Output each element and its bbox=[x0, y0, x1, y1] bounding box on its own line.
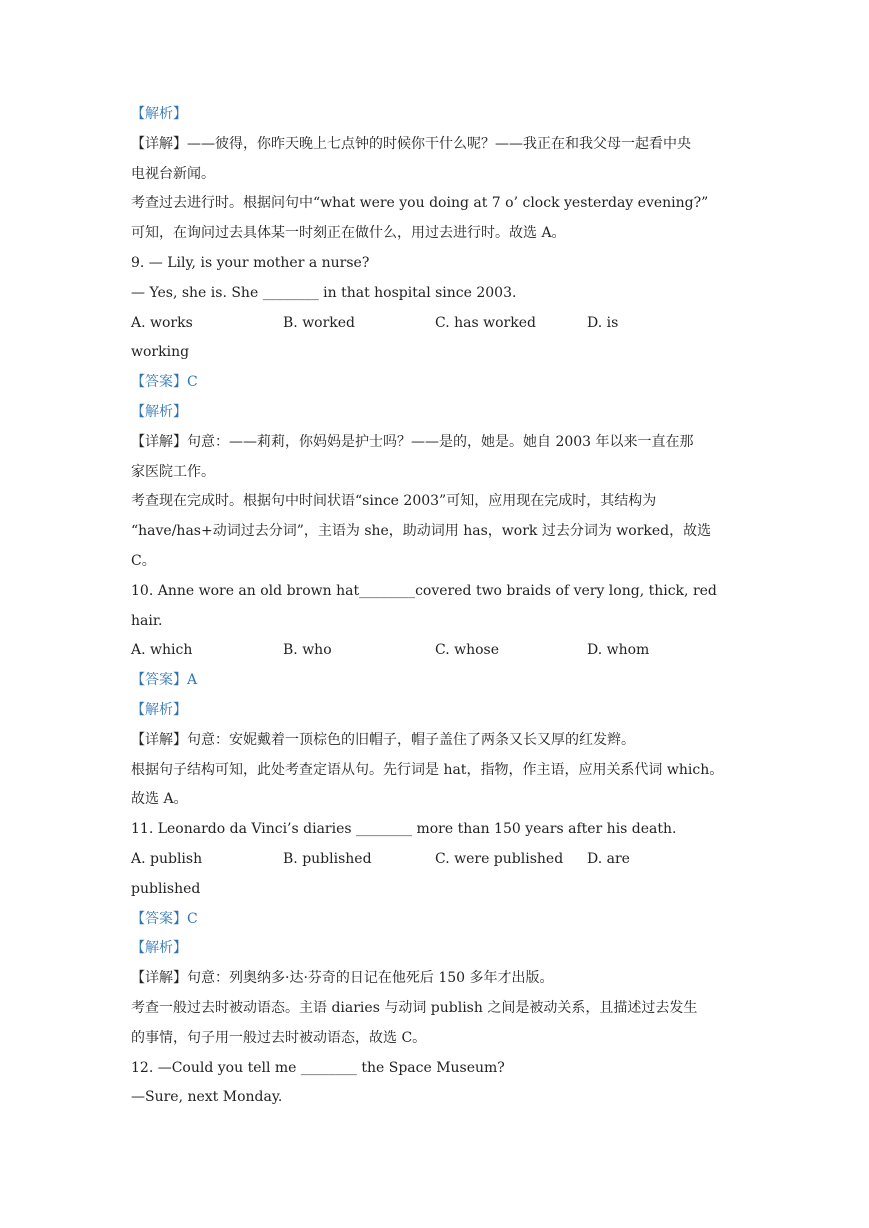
explanation-line: 【详解】——彼得，你昨天晚上七点钟的时候你干什么呢？——我正在和我父母一起看中央 bbox=[131, 135, 691, 152]
explanation-line: 考查过去进行时。根据问句中“what were you doing at 7 o’ clock yesterday evening?” bbox=[131, 195, 709, 212]
answer-heading: 【答案】C bbox=[131, 374, 198, 391]
document-page bbox=[131, 100, 739, 1113]
question-11: 11. Leonardo da Vinci’s diaries ________ more than 150 years after his death. bbox=[131, 821, 677, 838]
option-a: A. which bbox=[131, 642, 193, 659]
answer-heading: 【答案】C bbox=[131, 910, 198, 927]
question-10: 10. Anne wore an old brown hat________covered two braids of very long, thick, red bbox=[131, 582, 717, 599]
question-10-options bbox=[131, 636, 739, 666]
question-12: 12. —Could you tell me ________ the Space Museum? bbox=[131, 1059, 505, 1076]
question-11-options bbox=[131, 845, 739, 875]
explanation-line: “have/has+动词过去分词”，主语为 she，助动词用 has，work 过去分词为 worked，故选 bbox=[131, 523, 712, 540]
question-10-wrap: hair. bbox=[131, 612, 163, 629]
option-d: D. is bbox=[587, 314, 619, 331]
option-b: B. who bbox=[283, 642, 332, 659]
option-d: D. are bbox=[587, 850, 630, 867]
option-b: B. published bbox=[283, 850, 372, 867]
explanation-line: 【详解】句意：列奥纳多·达·芬奇的日记在他死后 150 多年才出版。 bbox=[131, 970, 554, 987]
explanation-line: C。 bbox=[131, 552, 156, 569]
explanation-line: 的事情，句子用一般过去时被动语态，故选 C。 bbox=[131, 1029, 427, 1046]
option-d-wrap: published bbox=[131, 880, 201, 897]
question-12-response: —Sure, next Monday. bbox=[131, 1089, 283, 1106]
explanation-line: 【详解】句意：安妮戴着一顶棕色的旧帽子，帽子盖住了两条又长又厚的红发辫。 bbox=[131, 731, 635, 748]
explanation-line: 家医院工作。 bbox=[131, 463, 215, 480]
explanation-line: 考查现在完成时。根据句中时间状语“since 2003”可知，应用现在完成时，其结构为 bbox=[131, 493, 657, 510]
option-d: D. whom bbox=[587, 642, 650, 659]
analysis-heading: 【解析】 bbox=[131, 701, 187, 718]
option-c: C. whose bbox=[435, 642, 500, 659]
analysis-heading: 【解析】 bbox=[131, 106, 187, 122]
option-c: C. were published bbox=[435, 850, 564, 867]
question-9-response: — Yes, she is. She ________ in that hospital since 2003. bbox=[131, 284, 517, 301]
question-9-options bbox=[131, 309, 739, 339]
explanation-line: 可知，在询问过去具体某一时刻正在做什么，用过去进行时。故选 A。 bbox=[131, 225, 566, 242]
explanation-line: 根据句子结构可知，此处考查定语从句。先行词是 hat，指物，作主语，应用关系代词 which。 bbox=[131, 761, 724, 778]
answer-heading: 【答案】A bbox=[131, 672, 198, 689]
analysis-heading: 【解析】 bbox=[131, 940, 187, 957]
explanation-line: 考查一般过去时被动语态。主语 diaries 与动词 publish 之间是被动关系，且描述过去发生 bbox=[131, 999, 698, 1016]
option-a: A. publish bbox=[131, 850, 203, 867]
analysis-heading: 【解析】 bbox=[131, 403, 187, 420]
option-b: B. worked bbox=[283, 314, 356, 331]
explanation-line: 电视台新闻。 bbox=[131, 165, 215, 182]
option-a: A. works bbox=[131, 314, 193, 331]
explanation-line: 故选 A。 bbox=[131, 791, 188, 808]
option-c: C. has worked bbox=[435, 314, 536, 331]
explanation-line: 【详解】句意：——莉莉，你妈妈是护士吗？——是的，她是。她自 2003 年以来一直在那 bbox=[131, 433, 694, 450]
option-d-wrap: working bbox=[131, 344, 190, 361]
question-9: 9. — Lily, is your mother a nurse? bbox=[131, 254, 370, 271]
